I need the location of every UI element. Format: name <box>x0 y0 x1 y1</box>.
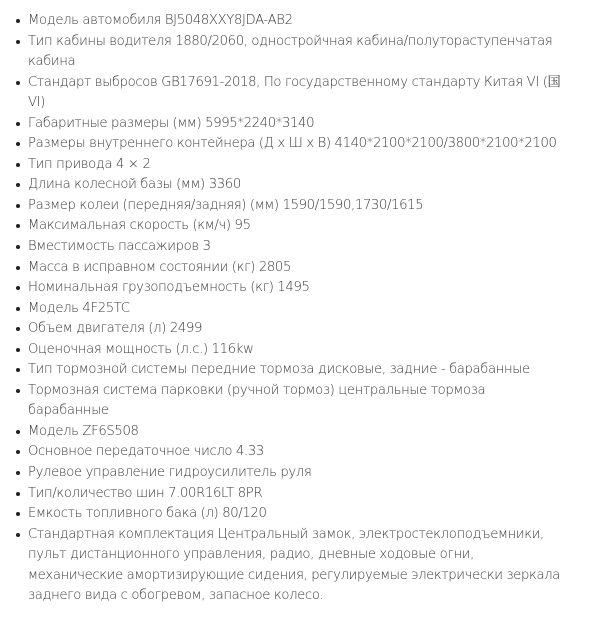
spec-item-drive-type <box>28 155 565 176</box>
bullet-icon <box>16 40 20 44</box>
spec-text: Длина колесной базы (мм) 3360 <box>28 177 241 193</box>
spec-text: Тип привода 4 × 2 <box>28 156 151 172</box>
bullet-icon <box>16 368 20 372</box>
spec-item-standard-equipment <box>28 525 565 607</box>
bullet-icon <box>16 163 20 167</box>
spec-text: Модель ZF6S508 <box>28 423 139 439</box>
spec-text: Модель 4F25TC <box>28 300 130 316</box>
spec-text: Модель автомобиля BJ5048XXY8JDA-AB2 <box>28 13 293 28</box>
spec-text: Основное передаточное число 4.33 <box>28 444 264 460</box>
spec-item-emission-standard <box>28 73 565 114</box>
spec-item-rated-power <box>28 340 565 361</box>
bullet-icon <box>16 492 20 496</box>
spec-item-max-speed <box>28 216 565 237</box>
bullet-icon <box>16 266 20 270</box>
spec-text: Тормозная система парковки (ручной тормоз) центральные тормоза барабанные <box>28 382 486 419</box>
spec-text: Рулевое управление гидроусилитель руля <box>28 465 312 481</box>
spec-text: Тип/количество шин 7.00R16LT 8PR <box>28 485 263 501</box>
spec-text: Емкость топливного бака (л) 80/120 <box>28 506 267 522</box>
bullet-icon <box>16 348 20 352</box>
bullet-icon <box>16 183 20 187</box>
bullet-icon <box>16 245 20 249</box>
spec-text: Стандартная комплектация Центральный замок, электростеклоподъемники, пульт дистанционного управления, радио, дневные ходовые огни, механические амортизирующие сидения, регулируемые электрически зеркала заднего вида с обогревом, запасное колесо. <box>28 526 560 604</box>
bullet-icon <box>16 430 20 434</box>
spec-item-engine-displacement <box>28 319 565 340</box>
spec-item-steering <box>28 463 565 484</box>
spec-text: Стандарт выбросов GB17691-2018, По государственному стандарту Китая VI (国 VI) <box>28 74 561 111</box>
spec-item-vehicle-model <box>28 11 565 32</box>
spec-text: Вместимость пассажиров 3 <box>28 239 211 255</box>
spec-item-transmission-model <box>28 422 565 443</box>
spec-item-passenger-capacity <box>28 237 565 258</box>
bullet-icon <box>16 122 20 126</box>
spec-text: Объем двигателя (л) 2499 <box>28 321 203 337</box>
bullet-icon <box>16 81 20 85</box>
spec-item-container-dimensions <box>28 134 565 155</box>
bullet-icon <box>16 224 20 228</box>
bullet-icon <box>16 512 20 516</box>
spec-text: Максимальная скорость (км/ч) 95 <box>28 218 251 234</box>
spec-text: Тип кабины водителя 1880/2060, одностройчная кабина/полутораступенчатая кабина <box>28 33 553 70</box>
spec-item-final-drive-ratio <box>28 442 565 463</box>
spec-item-engine-model <box>28 299 565 320</box>
spec-item-wheelbase <box>28 175 565 196</box>
spec-item-brake-type <box>28 360 565 381</box>
spec-item-payload <box>28 278 565 299</box>
spec-item-parking-brake <box>28 381 565 422</box>
bullet-icon <box>16 19 20 23</box>
spec-item-track-width <box>28 196 565 217</box>
bullet-icon <box>16 142 20 146</box>
bullet-icon <box>16 450 20 454</box>
spec-text: Размеры внутреннего контейнера (Д х Ш х В) 4140*2100*2100/3800*2100*2100 <box>28 136 557 152</box>
spec-item-overall-dimensions <box>28 114 565 135</box>
spec-text: Оценочная мощность (л.с.) 116kw <box>28 341 254 357</box>
bullet-icon <box>16 286 20 290</box>
spec-text: Масса в исправном состоянии (кг) 2805 <box>28 259 291 275</box>
spec-text: Номинальная грузоподъемность (кг) 1495 <box>28 280 310 296</box>
spec-text: Тип тормозной системы передние тормоза дисковые, задние - барабанные <box>28 362 530 378</box>
bullet-icon <box>16 327 20 331</box>
bullet-icon <box>16 389 20 393</box>
bullet-icon <box>16 471 20 475</box>
bullet-icon <box>16 533 20 537</box>
spec-item-tires <box>28 484 565 505</box>
bullet-icon <box>16 204 20 208</box>
spec-item-cab-type <box>28 32 565 73</box>
spec-text: Размер колеи (передняя/задняя) (мм) 1590/1590,1730/1615 <box>28 197 424 213</box>
spec-text: Габаритные размеры (мм) 5995*2240*3140 <box>28 115 315 131</box>
spec-item-curb-weight <box>28 258 565 279</box>
bullet-icon <box>16 307 20 311</box>
spec-item-fuel-tank <box>28 504 565 525</box>
